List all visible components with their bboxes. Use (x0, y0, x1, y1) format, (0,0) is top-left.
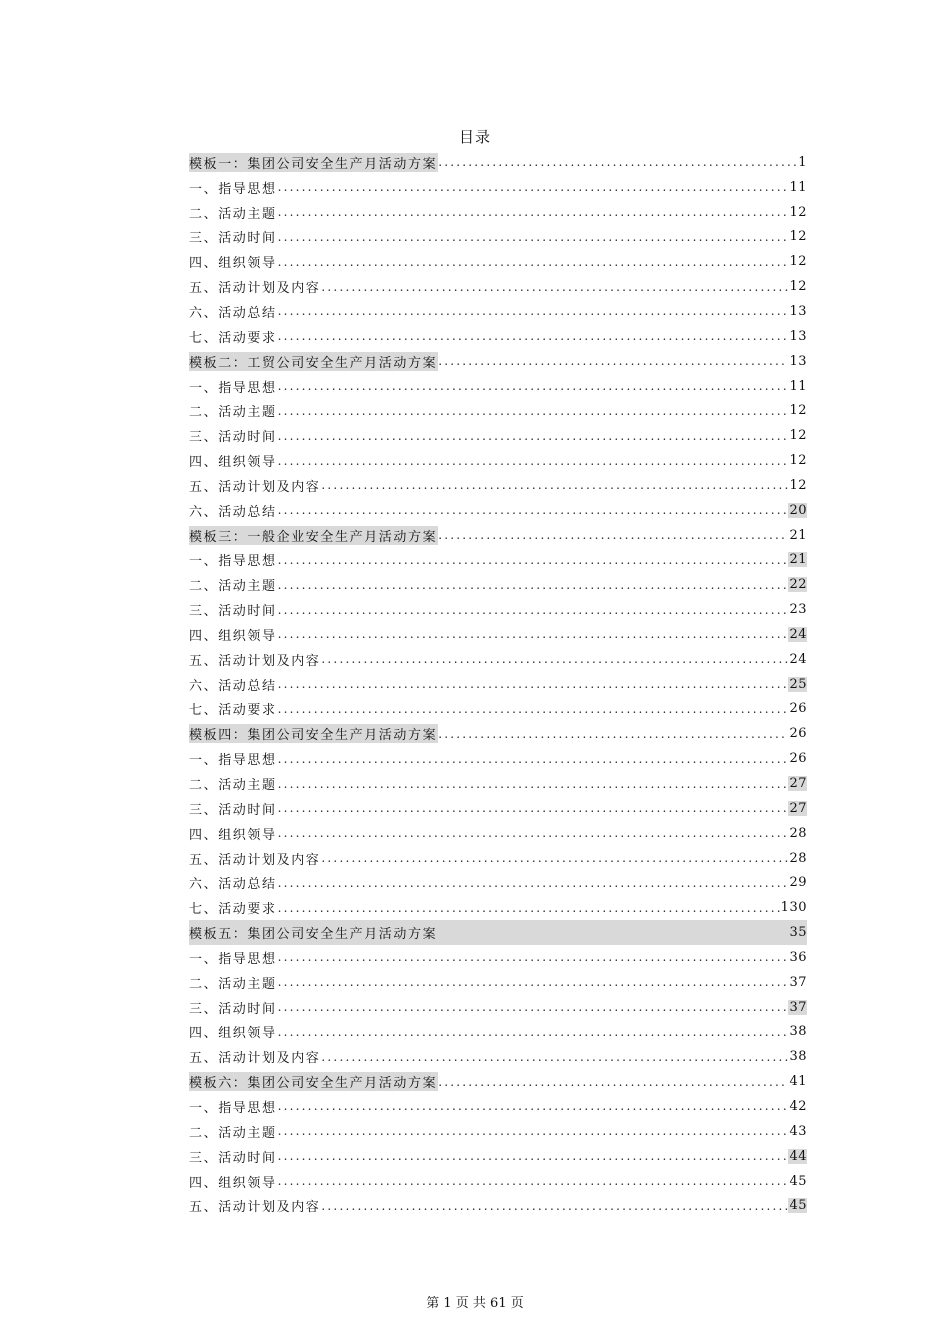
toc-dot-leader (278, 603, 789, 617)
toc-dot-leader (278, 230, 789, 244)
toc-page-number: 42 (789, 1098, 807, 1114)
toc-page-number: 26 (789, 751, 807, 767)
toc-page-number: 38 (789, 1049, 807, 1065)
toc-entry-label: 六、活动总结 (189, 305, 277, 321)
toc-entry-label: 二、活动主题 (189, 206, 277, 222)
toc-dot-leader (278, 876, 789, 890)
toc-dot-leader (438, 528, 788, 542)
toc-entry[interactable] (189, 870, 807, 895)
toc-entry-label: 五、活动计划及内容 (189, 852, 321, 868)
toc-entry-label: 模板一：集团公司安全生产月活动方案 (189, 153, 438, 172)
toc-dot-leader (278, 1149, 789, 1163)
toc-dot-leader (278, 255, 789, 269)
toc-page-number: 12 (789, 229, 807, 245)
toc-page-number: 13 (789, 303, 807, 319)
toc-page-number: 13 (789, 328, 807, 344)
toc-dot-leader (321, 280, 788, 294)
toc-page-number: 12 (789, 477, 807, 493)
toc-entry[interactable] (189, 1020, 807, 1045)
toc-dot-leader (278, 180, 789, 194)
toc-entry-label: 一、指导思想 (189, 181, 277, 197)
toc-dot-leader (438, 354, 788, 368)
toc-entry[interactable] (189, 796, 807, 821)
toc-entry-label: 五、活动计划及内容 (189, 653, 321, 669)
toc-entry-label: 六、活动总结 (189, 877, 277, 893)
toc-entry[interactable] (189, 175, 807, 200)
toc-dot-leader (278, 1124, 789, 1138)
toc-section-heading[interactable] (189, 721, 807, 746)
toc-page-number: 20 (789, 502, 807, 518)
toc-dot-leader (321, 1050, 788, 1064)
toc-entry-label: 四、组织领导 (189, 628, 277, 644)
toc-page-number: 21 (789, 552, 807, 568)
toc-dot-leader (278, 404, 789, 418)
toc-section-heading[interactable] (189, 1069, 807, 1094)
toc-entry[interactable] (189, 945, 807, 970)
toc-dot-leader (278, 677, 789, 691)
toc-page-number: 43 (789, 1123, 807, 1139)
toc-entry-label: 三、活动时间 (189, 1150, 277, 1166)
toc-entry-label: 模板四：集团公司安全生产月活动方案 (189, 724, 438, 743)
toc-page-number: 11 (789, 179, 807, 195)
toc-entry[interactable] (189, 597, 807, 622)
toc-entry[interactable] (189, 423, 807, 448)
toc-entry[interactable] (189, 448, 807, 473)
toc-entry-label: 二、活动主题 (189, 1125, 277, 1141)
toc-entry[interactable] (189, 647, 807, 672)
toc-entry-label: 一、指导思想 (189, 554, 277, 570)
toc-entry-label: 三、活动时间 (189, 802, 277, 818)
toc-entry-label: 四、组织领导 (189, 1026, 277, 1042)
toc-dot-leader (278, 429, 789, 443)
toc-dot-leader (438, 155, 797, 169)
toc-entry[interactable] (189, 548, 807, 573)
toc-entry-label: 五、活动计划及内容 (189, 1200, 321, 1216)
toc-entry-label: 二、活动主题 (189, 405, 277, 421)
toc-entry[interactable] (189, 572, 807, 597)
toc-page-number: 24 (789, 626, 807, 642)
toc-entry-label: 一、指导思想 (189, 753, 277, 769)
toc-page-number: 29 (789, 875, 807, 891)
toc-entry[interactable] (189, 1169, 807, 1194)
toc-dot-leader (438, 1075, 788, 1089)
toc-entry-label: 四、组织领导 (189, 1175, 277, 1191)
toc-page-number: 24 (789, 651, 807, 667)
toc-entry[interactable] (189, 299, 807, 324)
toc-dot-leader (278, 950, 789, 964)
toc-section-heading[interactable] (189, 349, 807, 374)
toc-dot-leader (278, 379, 789, 393)
toc-page-number: 44 (789, 1148, 807, 1164)
toc-entry-label: 四、组织领导 (189, 827, 277, 843)
toc-dot-leader (278, 1174, 789, 1188)
toc-entry[interactable] (189, 324, 807, 349)
toc-page-number: 12 (789, 204, 807, 220)
toc-entry[interactable] (189, 1094, 807, 1119)
toc-entry-label: 五、活动计划及内容 (189, 281, 321, 297)
toc-entry-label: 三、活动时间 (189, 604, 277, 620)
toc-page-number: 45 (789, 1198, 807, 1214)
toc-entry-label: 七、活动要求 (189, 330, 277, 346)
toc-entry-label: 二、活动主题 (189, 579, 277, 595)
toc-entry[interactable] (189, 1144, 807, 1169)
toc-dot-leader (278, 578, 789, 592)
toc-page-number: 12 (789, 428, 807, 444)
toc-page-number: 22 (789, 577, 807, 593)
toc-entry[interactable] (189, 995, 807, 1020)
toc-entry[interactable] (189, 846, 807, 871)
toc-entry[interactable] (189, 895, 807, 920)
toc-page-number: 37 (789, 974, 807, 990)
toc-entry-label: 七、活动要求 (189, 902, 277, 918)
toc-entry[interactable] (189, 697, 807, 722)
toc-page-number: 35 (789, 925, 807, 941)
toc-entry-label: 模板三：一般企业安全生产月活动方案 (189, 526, 438, 545)
toc-entry-label: 五、活动计划及内容 (189, 479, 321, 495)
toc-page-number: 12 (789, 254, 807, 270)
toc-dot-leader (278, 826, 789, 840)
toc-page-number: 23 (789, 602, 807, 618)
toc-entry-label: 五、活动计划及内容 (189, 1051, 321, 1067)
toc-page-number: 28 (789, 825, 807, 841)
toc-section-heading[interactable] (189, 920, 807, 945)
toc-dot-leader (321, 652, 788, 666)
toc-entry[interactable] (189, 274, 807, 299)
toc-entry[interactable] (189, 1193, 807, 1218)
toc-dot-leader (278, 627, 789, 641)
toc-entry[interactable] (189, 746, 807, 771)
page-footer: 第 1 页 共 61 页 (426, 1296, 524, 1311)
toc-dot-leader (278, 901, 780, 915)
toc-title: 目录 (458, 128, 491, 146)
toc-page-number: 13 (789, 353, 807, 369)
toc-dot-leader (278, 801, 789, 815)
toc-entry-label: 六、活动总结 (189, 504, 277, 520)
toc-entry[interactable] (189, 771, 807, 796)
toc-dot-leader (321, 478, 788, 492)
toc-dot-leader (321, 851, 788, 865)
toc-dot-leader (278, 205, 789, 219)
toc-entry-label: 模板六：集团公司安全生产月活动方案 (189, 1072, 438, 1091)
toc-page-number: 45 (789, 1173, 807, 1189)
toc-page-number: 28 (789, 850, 807, 866)
toc-page-number: 1 (798, 154, 807, 170)
toc-dot-leader (278, 752, 789, 766)
toc-entry[interactable] (189, 200, 807, 225)
toc-page-number: 41 (789, 1074, 807, 1090)
toc-dot-leader (278, 702, 789, 716)
toc-entry[interactable] (189, 970, 807, 995)
toc-page-number: 26 (789, 701, 807, 717)
toc-entry-label: 六、活动总结 (189, 678, 277, 694)
toc-dot-leader (278, 975, 789, 989)
toc-entry-label: 模板五：集团公司安全生产月活动方案 (189, 923, 438, 942)
toc-entry[interactable] (189, 398, 807, 423)
toc-page-number: 27 (789, 800, 807, 816)
toc-entry[interactable] (189, 249, 807, 274)
toc-entry[interactable] (189, 622, 807, 647)
table-of-contents (189, 150, 807, 1218)
toc-dot-leader (321, 1199, 788, 1213)
toc-entry-label: 二、活动主题 (189, 976, 277, 992)
toc-entry-label: 一、指导思想 (189, 1100, 277, 1116)
toc-entry[interactable] (189, 225, 807, 250)
toc-page-number: 12 (789, 279, 807, 295)
toc-entry[interactable] (189, 672, 807, 697)
toc-dot-leader (278, 503, 789, 517)
toc-entry[interactable] (189, 473, 807, 498)
toc-dot-leader (438, 727, 788, 741)
toc-entry-label: 一、指导思想 (189, 951, 277, 967)
toc-dot-leader (278, 454, 789, 468)
toc-entry-label: 二、活动主题 (189, 778, 277, 794)
toc-section-heading[interactable] (189, 523, 807, 548)
toc-entry-label: 三、活动时间 (189, 430, 277, 446)
toc-entry[interactable] (189, 498, 807, 523)
toc-entry-label: 四、组织领导 (189, 455, 277, 471)
toc-page-number: 21 (789, 527, 807, 543)
toc-entry-label: 三、活动时间 (189, 1001, 277, 1017)
toc-entry[interactable] (189, 374, 807, 399)
toc-page-number: 25 (789, 676, 807, 692)
toc-entry-label: 七、活动要求 (189, 703, 277, 719)
toc-dot-leader (278, 1099, 789, 1113)
toc-page-number: 27 (789, 776, 807, 792)
toc-dot-leader (278, 553, 789, 567)
toc-entry-label: 三、活动时间 (189, 231, 277, 247)
toc-dot-leader (278, 777, 789, 791)
toc-page-number: 11 (789, 378, 807, 394)
toc-page-number: 38 (789, 1024, 807, 1040)
toc-dot-leader (278, 304, 789, 318)
toc-page-number: 37 (789, 999, 807, 1015)
toc-dot-leader (278, 1025, 789, 1039)
toc-page-number: 12 (789, 403, 807, 419)
toc-page-number: 12 (789, 453, 807, 469)
toc-dot-leader (278, 329, 789, 343)
toc-section-heading[interactable] (189, 150, 807, 175)
toc-entry-label: 一、指导思想 (189, 380, 277, 396)
toc-entry-label: 四、组织领导 (189, 256, 277, 272)
toc-page-number: 36 (789, 949, 807, 965)
toc-dot-leader (278, 1000, 789, 1014)
toc-entry[interactable] (189, 1044, 807, 1069)
toc-entry[interactable] (189, 1119, 807, 1144)
toc-entry-label: 模板二：工贸公司安全生产月活动方案 (189, 352, 438, 371)
toc-page-number: 26 (789, 726, 807, 742)
toc-page-number: 130 (780, 900, 807, 916)
toc-entry[interactable] (189, 821, 807, 846)
